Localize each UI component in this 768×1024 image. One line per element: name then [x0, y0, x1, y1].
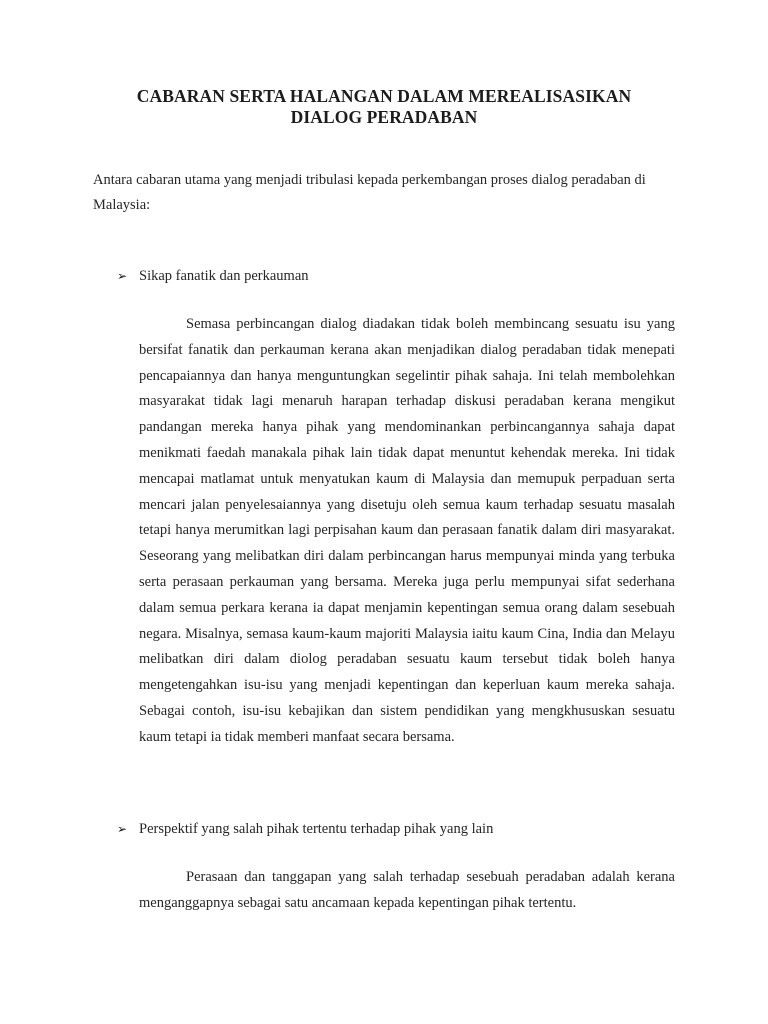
section-heading-2-text: Perspektif yang salah pihak tertentu terhadap pihak yang lain: [139, 821, 494, 837]
arrowhead-bullet-icon: ➢: [117, 269, 128, 283]
document-title: [90, 86, 678, 128]
section-heading-2: [117, 820, 677, 838]
arrowhead-bullet-icon: ➢: [117, 822, 128, 836]
title-line-2: DIALOG PERADABAN: [290, 107, 478, 127]
section-heading-1-text: Sikap fanatik dan perkauman: [139, 268, 309, 284]
section-body-2: Perasaan dan tanggapan yang salah terhadap sesebuah peradaban adalah kerana menganggapnya sebagai satu ancamaan kepada kepentingan pihak tertentu.: [139, 869, 675, 911]
intro-paragraph: Antara cabaran utama yang menjadi tribulasi kepada perkembangan proses dialog peradaban di Malaysia:: [93, 172, 646, 213]
section-heading-1: [117, 267, 677, 285]
section-body-1: Semasa perbincangan dialog diadakan tidak boleh membincang sesuatu isu yang bersifat fanatik dan perkauman kerana akan menjadikan dialog peradaban tidak menepati pencapaiannya dan hanya menguntungkan segelintir pihak sahaja. Ini telah membolehkan masyarakat tidak lagi menaruh harapan terhadap diskusi peradaban kerana mengikut pandangan mereka hanya pihak yang mendominankan perbincangannya sahaja dapat menikmati faedah manakala pihak lain tidak dapat menuntut kehendak mereka. Ini tidak mencapai matlamat untuk menyatukan kaum di Malaysia dan memupuk perpaduan serta mencari jalan penyelesaiannya yang disetuju oleh semua kaum terhadap sesuatu masalah tetapi hanya merumitkan lagi perpisahan kaum dan perasaan fanatik dalam diri masyarakat. Seseorang yang melibatkan diri dalam perbincangan harus mempunyai minda yang terbuka serta perasaan perkauman yang bersama. Mereka juga perlu mempunyai sifat sederhana dalam semua perkara kerana ia dapat menjamin kepentingan semua orang dalam sesebuah negara. Misalnya, semasa kaum-kaum majoriti Malaysia iaitu kaum Cina, India dan Melayu melibatkan diri dalam diolog peradaban sesuatu kaum tersebut tidak boleh hanya mengetengahkan isu-isu yang menjadi kepentingan dan keperluan kaum mereka sahaja. Sebagai contoh, isu-isu kebajikan dan sistem pendidikan yang mengkhususkan sesuatu kaum tetapi ia tidak memberi manfaat secara bersama.: [139, 316, 675, 745]
title-line-1: CABARAN SERTA HALANGAN DALAM MEREALISASIKAN: [136, 86, 632, 106]
